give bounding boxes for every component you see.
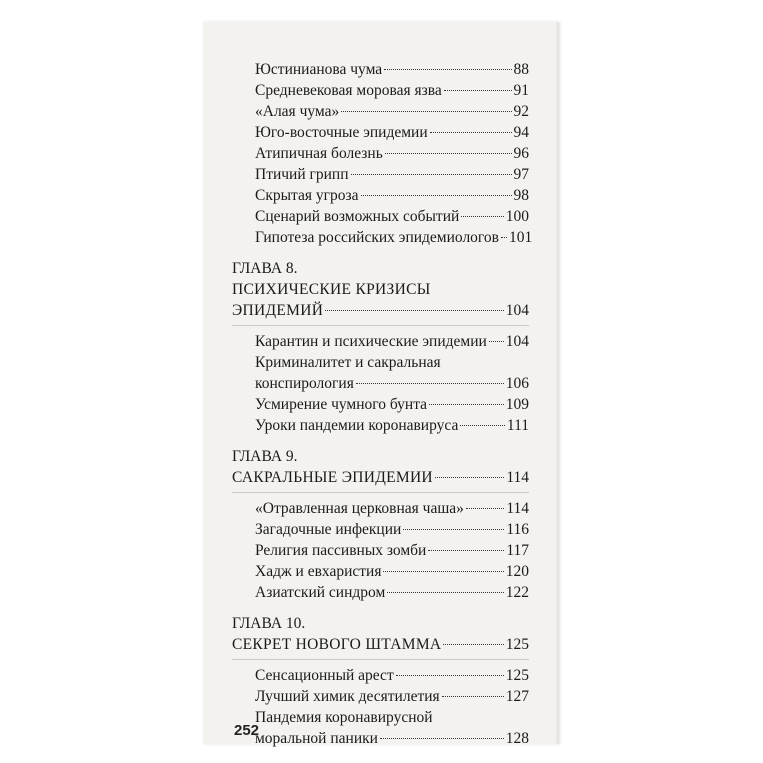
toc-entry-page: 97: [513, 166, 529, 183]
toc-entry[interactable]: [232, 540, 529, 561]
toc-entry-title: Юго-восточные эпидемии: [255, 124, 428, 141]
leader-dots: [385, 153, 512, 154]
toc-entry-page: 120: [505, 563, 529, 580]
toc-entry[interactable]: [232, 686, 529, 707]
chapter-10: [232, 613, 529, 749]
toc-entry[interactable]: [232, 164, 529, 185]
leader-dots: [444, 90, 512, 91]
toc-entry[interactable]: [232, 498, 529, 519]
toc-entry-page: 94: [513, 124, 529, 141]
toc-entry-page: 125: [505, 667, 529, 684]
leader-dots: [351, 174, 512, 175]
chapter-title-continued: ЭПИДЕМИЙ: [232, 302, 324, 319]
table-of-contents: [232, 59, 533, 759]
leader-dots: [461, 216, 503, 217]
toc-entry-page: 116: [506, 521, 529, 538]
toc-entry-page: 96: [513, 145, 529, 162]
toc-entries-continued: [232, 59, 533, 248]
toc-entry[interactable]: [232, 415, 529, 436]
toc-entry-page: 127: [505, 688, 529, 705]
chapter-title-entry[interactable]: [232, 467, 529, 488]
toc-entry[interactable]: [232, 122, 529, 143]
toc-entry-title: Птичий грипп: [255, 166, 349, 183]
toc-entry-title: Загадочные инфекции: [255, 521, 402, 538]
leader-dots: [383, 571, 503, 572]
chapter-title: СЕКРЕТ НОВОГО ШТАММА: [232, 636, 442, 653]
toc-entry-title: Гипотеза российских эпидемиологов: [255, 229, 499, 246]
toc-entry-title: «Отравленная церковная чаша»: [255, 500, 464, 517]
toc-entry-title: Карантин и психические эпидемии: [255, 333, 487, 350]
leader-dots: [435, 477, 504, 478]
toc-entry-title: Средневековая моровая язва: [255, 82, 442, 99]
toc-entry-page: 100: [505, 208, 529, 225]
toc-entry-title: Юстинианова чума: [255, 61, 383, 78]
leader-dots: [489, 341, 504, 342]
chapter-entries: [232, 492, 529, 603]
toc-entry-page: 92: [513, 103, 529, 120]
toc-entry[interactable]: [232, 582, 529, 603]
leader-dots: [443, 644, 503, 645]
leader-dots: [341, 111, 511, 112]
toc-entry-page: 88: [513, 61, 529, 78]
toc-entry-page: 109: [505, 396, 529, 413]
toc-entry-title: Пандемия коронавирусной: [255, 709, 433, 726]
toc-entry-title-continued: конспирология: [255, 375, 354, 392]
toc-entry[interactable]: [232, 80, 529, 101]
toc-entry[interactable]: [232, 373, 529, 394]
toc-entry-title: Криминалитет и сакральная: [255, 354, 441, 371]
chapter-9: [232, 446, 529, 603]
toc-entry-page: 104: [505, 333, 529, 350]
toc-entry-title: Уроки пандемии коронавируса: [255, 417, 459, 434]
toc-entry-title: «Алая чума»: [255, 103, 340, 120]
toc-entry-first-line[interactable]: [232, 707, 529, 728]
toc-entry[interactable]: [232, 561, 529, 582]
leader-dots: [403, 529, 504, 530]
leader-dots: [356, 383, 504, 384]
toc-entry-page: 101: [508, 229, 533, 246]
toc-entry[interactable]: [232, 143, 529, 164]
leader-dots: [429, 404, 504, 405]
chapter-title-line: [232, 279, 529, 300]
page-number: 252: [234, 722, 260, 739]
chapter-entries: [232, 659, 529, 749]
chapter-title-entry[interactable]: [232, 634, 529, 655]
toc-entry[interactable]: [232, 665, 529, 686]
chapter-title-entry[interactable]: [232, 300, 529, 321]
toc-entry-title-continued: моральной паники: [255, 730, 378, 747]
chapter-page: 114: [506, 469, 529, 486]
toc-entry-title: Усмирение чумного бунта: [255, 396, 428, 413]
chapter-label: ГЛАВА 10.: [232, 615, 306, 632]
leader-dots: [387, 592, 503, 593]
toc-entry-page: 91: [513, 82, 529, 99]
leader-dots: [325, 310, 504, 311]
toc-entry-page: 114: [506, 500, 529, 517]
leader-dots: [466, 508, 504, 509]
toc-entry[interactable]: [232, 331, 529, 352]
chapter-label: ГЛАВА 9.: [232, 448, 298, 465]
toc-entry-page: 122: [505, 584, 529, 601]
leader-dots: [442, 696, 504, 697]
toc-entry[interactable]: [232, 519, 529, 540]
toc-entry-title: Атипичная болезнь: [255, 145, 383, 162]
toc-entry-first-line[interactable]: [232, 352, 529, 373]
leader-dots: [384, 69, 511, 70]
toc-entry-page: 98: [513, 187, 529, 204]
toc-entry-title: Сценарий возможных событий: [255, 208, 460, 225]
toc-entry[interactable]: [232, 185, 529, 206]
toc-entry[interactable]: [232, 227, 533, 248]
toc-entry-title: Скрытая угроза: [255, 187, 359, 204]
toc-entry[interactable]: [232, 59, 529, 80]
toc-entry-title: Религия пассивных зомби: [255, 542, 427, 559]
toc-entry[interactable]: [232, 728, 529, 749]
toc-entry-page: 117: [506, 542, 529, 559]
toc-entry-title: Азиатский синдром: [255, 584, 386, 601]
chapter-entries: [232, 325, 529, 436]
leader-dots: [428, 550, 504, 551]
toc-entry-page: 128: [505, 730, 529, 747]
chapter-page: 104: [505, 302, 529, 319]
chapter-title: САКРАЛЬНЫЕ ЭПИДЕМИИ: [232, 469, 433, 486]
toc-entry[interactable]: [232, 206, 529, 227]
toc-entry[interactable]: [232, 101, 529, 122]
leader-dots: [380, 738, 504, 739]
page-edge-shadow: [555, 22, 559, 744]
chapter-8: [232, 258, 529, 436]
chapter-page: 125: [505, 636, 529, 653]
chapter-label: ГЛАВА 8.: [232, 260, 298, 277]
leader-dots: [396, 675, 504, 676]
toc-entry-page: 111: [506, 417, 529, 434]
toc-entry-page: 106: [505, 375, 529, 392]
toc-entry-title: Лучший химик десятилетия: [255, 688, 440, 705]
toc-entry-title: Сенсационный арест: [255, 667, 394, 684]
leader-dots: [460, 425, 505, 426]
leader-dots: [430, 132, 512, 133]
chapter-title: ПСИХИЧЕСКИЕ КРИЗИСЫ: [232, 281, 431, 298]
leader-dots: [361, 195, 512, 196]
leader-dots: [501, 237, 507, 238]
toc-entry-title: Хадж и евхаристия: [255, 563, 382, 580]
toc-entry[interactable]: [232, 394, 529, 415]
